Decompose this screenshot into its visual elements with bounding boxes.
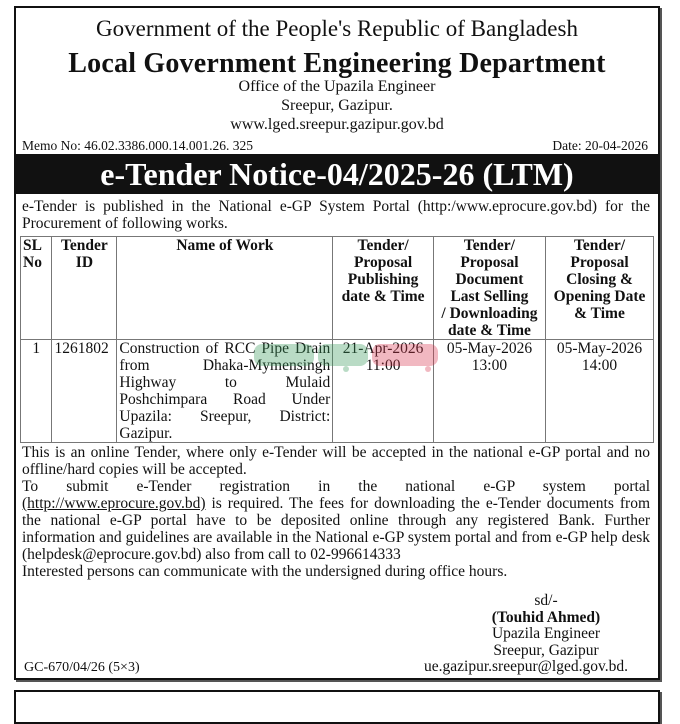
next-notice-box bbox=[14, 690, 660, 724]
memo-number: Memo No: 46.02.3386.000.14.001.26. 325 bbox=[22, 138, 253, 153]
notice-title: e-Tender Notice-04/2025-26 (LTM) bbox=[16, 154, 658, 194]
cell-tender-id: 1261802 bbox=[52, 340, 117, 443]
notice-date: Date: 20-04-2026 bbox=[552, 138, 648, 153]
signature-block bbox=[424, 592, 656, 676]
intro-text: e-Tender is published in the National e-GP System Portal (http:/www.eprocure.gov.bd) for the Procurement of following works. bbox=[22, 198, 650, 232]
registration-line: To submit e-Tender registration in the national e-GP system portal bbox=[22, 478, 650, 495]
government-heading: Government of the People's Republic of Bangladesh bbox=[96, 16, 578, 41]
registration-details: (http://www.eprocure.gov.bd) is required. The fees for downloading the e-Tender documents from the national e-GP portal have to be deposited online through any registered Bank. Further information and guidelines are available in the National e-GP system portal and from e-GP help desk (helpdesk@eprocure.gov.bd) also from call to 02-996614333 bbox=[22, 495, 650, 563]
cell-sl: 1 bbox=[21, 340, 52, 443]
memo-row bbox=[22, 138, 648, 154]
contact-note: Interested persons can communicate with the undersigned during office hours. bbox=[22, 563, 508, 580]
header-tender-id: Tender ID bbox=[52, 237, 117, 340]
signatory-designation: Upazila Engineer bbox=[491, 625, 600, 642]
cell-closing-date: 05-May-2026 14:00 bbox=[546, 340, 654, 443]
header-name-of-work: Name of Work bbox=[117, 237, 333, 340]
cell-publishing-date: 21-Apr-2026 11:00 bbox=[333, 340, 434, 443]
header-closing-date: Tender/ Proposal Closing & Opening Date & Time bbox=[546, 237, 654, 340]
header-sl: SL No bbox=[21, 237, 52, 340]
header-document-date: Tender/ Proposal Document Last Selling / Downloading date & Time bbox=[433, 237, 545, 340]
terms-section bbox=[22, 444, 650, 580]
eprocure-link[interactable]: (http://www.eprocure.gov.bd) bbox=[22, 495, 206, 512]
office-name: Office of the Upazila Engineer bbox=[238, 78, 436, 95]
signatory-email: ue.gazipur.sreepur@lged.gov.bd. bbox=[424, 658, 628, 675]
cell-name-of-work: Construction of RCC Pipe Drain from Dhaka-Mymensingh Highway to Mulaid Poshchimpara Road Under Upazila: Sreepur, District: Gazipur. bbox=[117, 340, 333, 443]
tender-table bbox=[20, 236, 654, 443]
tender-notice bbox=[14, 6, 660, 680]
table-row bbox=[21, 340, 654, 443]
office-location: Sreepur, Gazipur. bbox=[281, 97, 393, 114]
signatory-name: (Touhid Ahmed) bbox=[491, 608, 601, 626]
online-tender-note: This is an online Tender, where only e-Tender will be accepted in the national e-GP portal and no offline/hard copies will be accepted. bbox=[22, 444, 650, 478]
header-publishing-date: Tender/ Proposal Publishing date & Time bbox=[333, 237, 434, 340]
department-heading: Local Government Engineering Department bbox=[68, 48, 606, 79]
signature-sd: sd/- bbox=[534, 592, 558, 609]
cell-document-date: 05-May-2026 13:00 bbox=[433, 340, 545, 443]
gc-code: GC-670/04/26 (5×3) bbox=[24, 660, 140, 675]
table-header-row bbox=[21, 237, 654, 340]
office-website: www.lged.sreepur.gazipur.gov.bd bbox=[230, 116, 444, 133]
signatory-location: Sreepur, Gazipur bbox=[493, 641, 599, 659]
